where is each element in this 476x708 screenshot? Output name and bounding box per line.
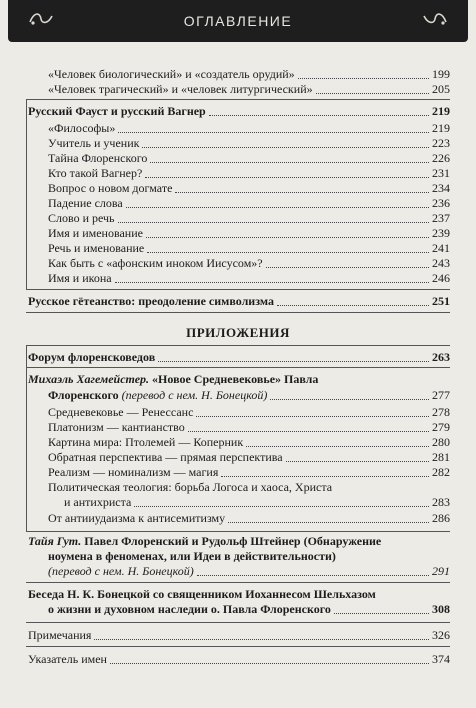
toc-entry[interactable]: Имя и именование 239 bbox=[48, 226, 450, 240]
gut-heading[interactable]: Тайя Гут. Павел Флоренский и Рудольф Штейнер (Обнаружение bbox=[28, 534, 382, 548]
divider bbox=[26, 345, 450, 346]
toc-entry[interactable]: Падение слова 236 bbox=[48, 196, 450, 210]
toc-forum[interactable]: Форум флоренсковедов 263 bbox=[28, 350, 450, 364]
toc-notes[interactable]: Примечания 326 bbox=[28, 628, 450, 642]
toc-index[interactable]: Указатель имен 374 bbox=[28, 652, 450, 666]
divider-vertical bbox=[26, 345, 27, 531]
toc-entry[interactable]: «Человек трагический» и «человек литургический» 205 bbox=[48, 82, 450, 96]
divider bbox=[26, 289, 450, 290]
toc-entry[interactable]: Флоренского (перевод с нем. Н. Бонецкой) 277 bbox=[48, 388, 450, 402]
toc-entry[interactable]: Речь и именование 241 bbox=[48, 241, 450, 255]
toc-entry[interactable]: Вопрос о новом догмате 234 bbox=[48, 181, 450, 195]
divider bbox=[26, 99, 450, 100]
toc-entry[interactable]: Платонизм — кантианство 279 bbox=[48, 420, 450, 434]
toc-entry[interactable]: Кто такой Вагнер? 231 bbox=[48, 166, 450, 180]
toc-entry[interactable]: Картина мира: Птолемей — Коперник 280 bbox=[48, 435, 450, 449]
toc-entry[interactable]: о жизни и духовном наследии о. Павла Флоренского 308 bbox=[48, 602, 450, 616]
divider bbox=[26, 367, 450, 368]
toc-chapter-goethe[interactable]: Русское гётеанство: преодоление символизма 251 bbox=[28, 294, 450, 308]
toc-entry[interactable]: Слово и речь 237 bbox=[48, 211, 450, 225]
appendix-title: ПРИЛОЖЕНИЯ bbox=[186, 325, 290, 340]
toc-entry[interactable]: «Человек биологический» и «создатель орудий» 199 bbox=[48, 67, 450, 81]
toc-entry[interactable]: (перевод с нем. Н. Бонецкой) 291 bbox=[48, 564, 450, 578]
divider-vertical bbox=[26, 99, 27, 289]
toc-entry[interactable]: «Философы» 219 bbox=[48, 121, 450, 135]
divider bbox=[26, 582, 450, 583]
toc-entry[interactable]: Средневековье — Ренессанс 278 bbox=[48, 405, 450, 419]
gut-heading-line2[interactable]: ноумена в феноменах, или Идеи в действительности) bbox=[48, 549, 336, 563]
divider bbox=[26, 312, 450, 313]
toc-entry[interactable]: Учитель и ученик 223 bbox=[48, 136, 450, 150]
page-title: ОГЛАВЛЕНИЕ bbox=[183, 13, 293, 29]
toc-entry-politics-line1[interactable]: Политическая теология: борьба Логоса и хаоса, Христа bbox=[48, 480, 333, 494]
divider bbox=[26, 531, 450, 532]
toc-entry[interactable]: Реализм — номинализм — магия 282 bbox=[48, 465, 450, 479]
toc-entry[interactable]: От антииудаизма к антисемитизму 286 bbox=[48, 511, 450, 525]
toc-chapter-faust[interactable]: Русский Фауст и русский Вагнер 219 bbox=[28, 104, 450, 118]
toc-entry[interactable]: Обратная перспектива — прямая перспектива 281 bbox=[48, 450, 450, 464]
beseda-heading[interactable]: Беседа Н. К. Бонецкой со священником Иоханнесом Шельхазом bbox=[28, 587, 376, 601]
toc-entry[interactable]: Имя и икона 246 bbox=[48, 271, 450, 285]
toc-entry[interactable]: Как быть с «афонским иноком Иисусом»? 243 bbox=[48, 256, 450, 270]
toc-entry[interactable]: Тайна Флоренского 226 bbox=[48, 151, 450, 165]
divider bbox=[26, 646, 450, 647]
toc-entry[interactable]: и антихриста 283 bbox=[64, 495, 450, 509]
hagemeister-heading[interactable]: Михаэль Хагемейстер. «Новое Средневековье» Павла bbox=[28, 372, 319, 386]
divider bbox=[26, 622, 450, 623]
